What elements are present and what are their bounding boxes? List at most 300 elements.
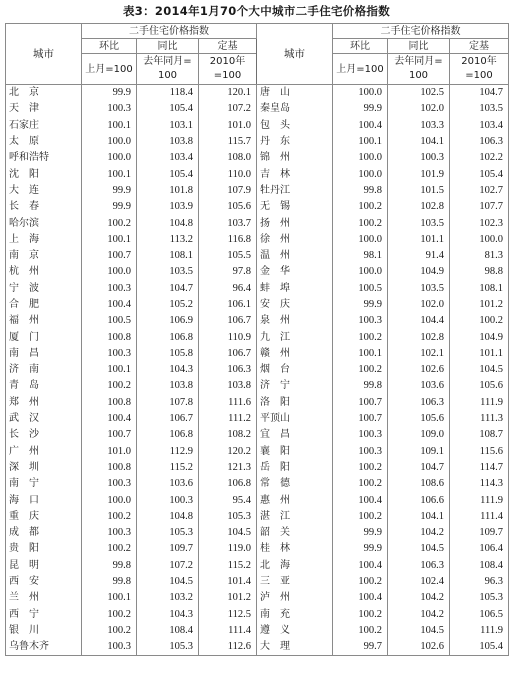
left-city-cell: 沈 阳 xyxy=(6,166,82,182)
left-base-cell: 110.0 xyxy=(199,166,257,182)
price-index-table xyxy=(5,23,509,656)
left-yoy-cell: 105.4 xyxy=(137,166,199,182)
right-mom-cell: 99.9 xyxy=(333,541,388,557)
left-base-cell: 120.2 xyxy=(199,444,257,460)
right-yoy-cell: 103.3 xyxy=(388,118,450,134)
right-base-cell: 102.3 xyxy=(450,215,509,231)
right-yoy-cell: 104.5 xyxy=(388,623,450,639)
left-base-cell: 106.1 xyxy=(199,297,257,313)
left-base-cell: 105.3 xyxy=(199,509,257,525)
right-city-cell: 岳 阳 xyxy=(257,460,333,476)
left-base-cell: 107.9 xyxy=(199,183,257,199)
right-yoy-cell: 102.6 xyxy=(388,639,450,656)
left-base-cell: 106.8 xyxy=(199,476,257,492)
right-mom-cell: 100.5 xyxy=(333,281,388,297)
base-sub-line1: 2010年 xyxy=(461,56,497,67)
right-mom-cell: 100.0 xyxy=(333,85,388,102)
base-sub-line2: =100 xyxy=(465,70,493,81)
left-mom-cell: 99.9 xyxy=(82,199,137,215)
right-yoy-cell: 102.5 xyxy=(388,85,450,102)
right-base-cell: 103.5 xyxy=(450,101,509,117)
left-yoy-cell: 105.2 xyxy=(137,297,199,313)
right-city-cell: 惠 州 xyxy=(257,492,333,508)
left-city-cell: 合 肥 xyxy=(6,297,82,313)
base-sub-left xyxy=(199,54,257,85)
left-city-cell: 长 沙 xyxy=(6,427,82,443)
left-base-cell: 120.1 xyxy=(199,85,257,102)
base-sub-right xyxy=(450,54,509,85)
left-yoy-cell: 112.9 xyxy=(137,444,199,460)
left-base-cell: 95.4 xyxy=(199,492,257,508)
right-city-cell: 赣 州 xyxy=(257,346,333,362)
yoy-header-right: 同比 xyxy=(388,39,450,54)
right-city-cell: 宜 昌 xyxy=(257,427,333,443)
right-city-cell: 北 海 xyxy=(257,558,333,574)
left-yoy-cell: 109.7 xyxy=(137,541,199,557)
right-base-cell: 102.7 xyxy=(450,183,509,199)
yoy-sub-line1: 去年同月= xyxy=(143,56,192,67)
left-base-cell: 111.6 xyxy=(199,395,257,411)
right-mom-cell: 100.0 xyxy=(333,264,388,280)
right-mom-cell: 100.2 xyxy=(333,199,388,215)
left-base-cell: 106.3 xyxy=(199,362,257,378)
left-mom-cell: 100.8 xyxy=(82,460,137,476)
right-base-cell: 106.4 xyxy=(450,541,509,557)
right-yoy-cell: 109.1 xyxy=(388,444,450,460)
left-base-cell: 119.0 xyxy=(199,541,257,557)
right-base-cell: 103.4 xyxy=(450,118,509,134)
mom-sub-left: 上月=100 xyxy=(82,54,137,85)
right-base-cell: 101.2 xyxy=(450,297,509,313)
right-base-cell: 104.5 xyxy=(450,362,509,378)
table-row xyxy=(6,215,509,231)
right-mom-cell: 99.9 xyxy=(333,101,388,117)
right-yoy-cell: 101.1 xyxy=(388,232,450,248)
right-mom-cell: 100.3 xyxy=(333,427,388,443)
left-mom-cell: 100.3 xyxy=(82,101,137,117)
right-mom-cell: 100.7 xyxy=(333,411,388,427)
group-header-left: 二手住宅价格指数 xyxy=(82,24,257,39)
right-yoy-cell: 102.8 xyxy=(388,329,450,345)
right-base-cell: 108.7 xyxy=(450,427,509,443)
right-yoy-cell: 102.6 xyxy=(388,362,450,378)
left-city-cell: 郑 州 xyxy=(6,395,82,411)
table-row xyxy=(6,264,509,280)
left-yoy-cell: 106.8 xyxy=(137,329,199,345)
right-base-cell: 114.7 xyxy=(450,460,509,476)
left-city-cell: 济 南 xyxy=(6,362,82,378)
left-mom-cell: 99.8 xyxy=(82,574,137,590)
right-mom-cell: 100.2 xyxy=(333,476,388,492)
right-mom-cell: 99.8 xyxy=(333,183,388,199)
left-mom-cell: 100.2 xyxy=(82,378,137,394)
right-city-cell: 锦 州 xyxy=(257,150,333,166)
right-yoy-cell: 104.1 xyxy=(388,509,450,525)
left-yoy-cell: 115.2 xyxy=(137,460,199,476)
left-mom-cell: 100.5 xyxy=(82,313,137,329)
left-yoy-cell: 100.3 xyxy=(137,492,199,508)
right-yoy-cell: 104.2 xyxy=(388,607,450,623)
right-city-cell: 吉 林 xyxy=(257,166,333,182)
left-base-cell: 115.7 xyxy=(199,134,257,150)
right-city-cell: 扬 州 xyxy=(257,215,333,231)
right-mom-cell: 100.4 xyxy=(333,118,388,134)
right-mom-cell: 99.9 xyxy=(333,525,388,541)
left-base-cell: 105.6 xyxy=(199,199,257,215)
right-city-cell: 牡丹江 xyxy=(257,183,333,199)
left-mom-cell: 100.1 xyxy=(82,118,137,134)
left-mom-cell: 100.8 xyxy=(82,329,137,345)
left-mom-cell: 100.3 xyxy=(82,525,137,541)
left-yoy-cell: 107.2 xyxy=(137,558,199,574)
right-base-cell: 111.9 xyxy=(450,492,509,508)
left-city-cell: 贵 阳 xyxy=(6,541,82,557)
right-base-cell: 100.0 xyxy=(450,232,509,248)
left-base-cell: 101.4 xyxy=(199,574,257,590)
left-yoy-cell: 105.4 xyxy=(137,101,199,117)
left-mom-cell: 100.0 xyxy=(82,492,137,508)
right-city-cell: 济 宁 xyxy=(257,378,333,394)
left-mom-cell: 100.3 xyxy=(82,639,137,656)
table-row xyxy=(6,362,509,378)
right-base-cell: 106.5 xyxy=(450,607,509,623)
table-row xyxy=(6,541,509,557)
table-row xyxy=(6,558,509,574)
right-yoy-cell: 104.5 xyxy=(388,541,450,557)
table-row xyxy=(6,166,509,182)
right-city-cell: 遵 义 xyxy=(257,623,333,639)
left-yoy-cell: 103.8 xyxy=(137,134,199,150)
left-yoy-cell: 113.2 xyxy=(137,232,199,248)
left-yoy-cell: 106.9 xyxy=(137,313,199,329)
left-mom-cell: 100.3 xyxy=(82,281,137,297)
table-row xyxy=(6,460,509,476)
left-city-cell: 上 海 xyxy=(6,232,82,248)
table-row xyxy=(6,85,509,102)
left-yoy-cell: 103.8 xyxy=(137,378,199,394)
table-row xyxy=(6,346,509,362)
yoy-sub-right xyxy=(388,54,450,85)
right-yoy-cell: 100.3 xyxy=(388,150,450,166)
table-header xyxy=(6,24,509,85)
right-mom-cell: 100.7 xyxy=(333,395,388,411)
left-city-cell: 大 连 xyxy=(6,183,82,199)
left-mom-cell: 99.9 xyxy=(82,183,137,199)
left-mom-cell: 100.1 xyxy=(82,590,137,606)
left-base-cell: 112.6 xyxy=(199,639,257,656)
right-city-cell: 南 充 xyxy=(257,607,333,623)
table-row xyxy=(6,623,509,639)
left-city-cell: 南 昌 xyxy=(6,346,82,362)
left-yoy-cell: 103.1 xyxy=(137,118,199,134)
left-yoy-cell: 105.3 xyxy=(137,639,199,656)
base-header-left: 定基 xyxy=(199,39,257,54)
table-row xyxy=(6,248,509,264)
table-row xyxy=(6,525,509,541)
right-mom-cell: 100.1 xyxy=(333,134,388,150)
left-mom-cell: 99.9 xyxy=(82,85,137,102)
yoy-sub-line2: 100 xyxy=(408,70,429,81)
left-mom-cell: 100.4 xyxy=(82,297,137,313)
right-mom-cell: 100.2 xyxy=(333,509,388,525)
right-yoy-cell: 104.2 xyxy=(388,525,450,541)
right-base-cell: 100.2 xyxy=(450,313,509,329)
right-base-cell: 105.6 xyxy=(450,378,509,394)
right-city-cell: 安 庆 xyxy=(257,297,333,313)
mom-header-left: 环比 xyxy=(82,39,137,54)
right-mom-cell: 100.0 xyxy=(333,150,388,166)
left-yoy-cell: 103.4 xyxy=(137,150,199,166)
right-mom-cell: 100.0 xyxy=(333,166,388,182)
left-city-cell: 太 原 xyxy=(6,134,82,150)
left-mom-cell: 100.0 xyxy=(82,134,137,150)
left-base-cell: 103.8 xyxy=(199,378,257,394)
right-mom-cell: 100.3 xyxy=(333,313,388,329)
left-mom-cell: 100.7 xyxy=(82,248,137,264)
left-city-cell: 武 汉 xyxy=(6,411,82,427)
right-yoy-cell: 102.0 xyxy=(388,101,450,117)
left-base-cell: 111.4 xyxy=(199,623,257,639)
mom-header-right: 环比 xyxy=(333,39,388,54)
right-mom-cell: 100.0 xyxy=(333,232,388,248)
table-row xyxy=(6,118,509,134)
right-base-cell: 108.1 xyxy=(450,281,509,297)
right-yoy-cell: 106.6 xyxy=(388,492,450,508)
right-yoy-cell: 106.3 xyxy=(388,558,450,574)
right-mom-cell: 100.3 xyxy=(333,444,388,460)
left-mom-cell: 100.1 xyxy=(82,362,137,378)
left-base-cell: 101.0 xyxy=(199,118,257,134)
group-header-right: 二手住宅价格指数 xyxy=(333,24,509,39)
right-base-cell: 105.3 xyxy=(450,590,509,606)
left-mom-cell: 100.8 xyxy=(82,395,137,411)
table-row xyxy=(6,607,509,623)
table-row xyxy=(6,574,509,590)
right-yoy-cell: 102.8 xyxy=(388,199,450,215)
right-yoy-cell: 101.5 xyxy=(388,183,450,199)
city-header-left: 城市 xyxy=(6,24,82,85)
table-row xyxy=(6,313,509,329)
right-yoy-cell: 108.6 xyxy=(388,476,450,492)
right-base-cell: 105.4 xyxy=(450,166,509,182)
right-yoy-cell: 91.4 xyxy=(388,248,450,264)
right-mom-cell: 99.9 xyxy=(333,297,388,313)
left-mom-cell: 100.2 xyxy=(82,607,137,623)
table-row xyxy=(6,639,509,656)
left-city-cell: 深 圳 xyxy=(6,460,82,476)
left-city-cell: 重 庆 xyxy=(6,509,82,525)
left-city-cell: 石家庄 xyxy=(6,118,82,134)
right-city-cell: 丹 东 xyxy=(257,134,333,150)
right-yoy-cell: 102.0 xyxy=(388,297,450,313)
right-base-cell: 114.3 xyxy=(450,476,509,492)
right-base-cell: 111.9 xyxy=(450,395,509,411)
left-yoy-cell: 101.8 xyxy=(137,183,199,199)
right-yoy-cell: 109.0 xyxy=(388,427,450,443)
right-city-cell: 襄 阳 xyxy=(257,444,333,460)
right-yoy-cell: 103.5 xyxy=(388,281,450,297)
yoy-sub-left xyxy=(137,54,199,85)
left-city-cell: 宁 波 xyxy=(6,281,82,297)
left-yoy-cell: 104.8 xyxy=(137,509,199,525)
table-row xyxy=(6,395,509,411)
left-base-cell: 96.4 xyxy=(199,281,257,297)
right-city-cell: 无 锡 xyxy=(257,199,333,215)
right-mom-cell: 100.1 xyxy=(333,346,388,362)
right-mom-cell: 99.7 xyxy=(333,639,388,656)
left-mom-cell: 100.3 xyxy=(82,346,137,362)
right-mom-cell: 98.1 xyxy=(333,248,388,264)
left-city-cell: 昆 明 xyxy=(6,558,82,574)
yoy-header-left: 同比 xyxy=(137,39,199,54)
right-city-cell: 平顶山 xyxy=(257,411,333,427)
right-mom-cell: 100.2 xyxy=(333,362,388,378)
left-base-cell: 97.8 xyxy=(199,264,257,280)
right-city-cell: 泉 州 xyxy=(257,313,333,329)
right-base-cell: 108.4 xyxy=(450,558,509,574)
right-mom-cell: 99.8 xyxy=(333,378,388,394)
left-city-cell: 兰 州 xyxy=(6,590,82,606)
left-mom-cell: 100.2 xyxy=(82,215,137,231)
right-city-cell: 九 江 xyxy=(257,329,333,345)
right-yoy-cell: 104.1 xyxy=(388,134,450,150)
right-mom-cell: 100.4 xyxy=(333,492,388,508)
base-sub-line1: 2010年 xyxy=(209,56,246,67)
right-yoy-cell: 104.2 xyxy=(388,590,450,606)
left-yoy-cell: 118.4 xyxy=(137,85,199,102)
left-yoy-cell: 103.9 xyxy=(137,199,199,215)
right-yoy-cell: 103.6 xyxy=(388,378,450,394)
left-yoy-cell: 104.8 xyxy=(137,215,199,231)
left-city-cell: 海 口 xyxy=(6,492,82,508)
left-yoy-cell: 103.2 xyxy=(137,590,199,606)
left-city-cell: 成 都 xyxy=(6,525,82,541)
right-base-cell: 115.6 xyxy=(450,444,509,460)
table-row xyxy=(6,101,509,117)
right-mom-cell: 100.4 xyxy=(333,590,388,606)
right-yoy-cell: 103.5 xyxy=(388,215,450,231)
left-mom-cell: 100.2 xyxy=(82,541,137,557)
left-yoy-cell: 107.8 xyxy=(137,395,199,411)
table-row xyxy=(6,183,509,199)
right-mom-cell: 100.2 xyxy=(333,574,388,590)
right-base-cell: 105.4 xyxy=(450,639,509,656)
left-mom-cell: 101.0 xyxy=(82,444,137,460)
left-base-cell: 112.5 xyxy=(199,607,257,623)
table-row xyxy=(6,492,509,508)
right-yoy-cell: 102.1 xyxy=(388,346,450,362)
table-row xyxy=(6,476,509,492)
left-yoy-cell: 108.1 xyxy=(137,248,199,264)
left-base-cell: 106.7 xyxy=(199,346,257,362)
left-city-cell: 青 岛 xyxy=(6,378,82,394)
city-header-right: 城市 xyxy=(257,24,333,85)
table-row xyxy=(6,199,509,215)
table-row xyxy=(6,134,509,150)
table-row xyxy=(6,232,509,248)
right-base-cell: 104.9 xyxy=(450,329,509,345)
left-mom-cell: 100.2 xyxy=(82,623,137,639)
left-city-cell: 银 川 xyxy=(6,623,82,639)
right-base-cell: 109.7 xyxy=(450,525,509,541)
right-city-cell: 包 头 xyxy=(257,118,333,134)
left-base-cell: 121.3 xyxy=(199,460,257,476)
right-mom-cell: 100.2 xyxy=(333,215,388,231)
base-sub-line2: =100 xyxy=(213,70,242,81)
left-base-cell: 106.7 xyxy=(199,313,257,329)
right-city-cell: 烟 台 xyxy=(257,362,333,378)
table-row xyxy=(6,427,509,443)
left-yoy-cell: 104.3 xyxy=(137,362,199,378)
yoy-sub-line1: 去年同月= xyxy=(394,56,443,67)
table-row xyxy=(6,297,509,313)
left-yoy-cell: 106.8 xyxy=(137,427,199,443)
left-city-cell: 广 州 xyxy=(6,444,82,460)
table-row xyxy=(6,444,509,460)
right-base-cell: 106.3 xyxy=(450,134,509,150)
right-city-cell: 湛 江 xyxy=(257,509,333,525)
right-mom-cell: 100.2 xyxy=(333,329,388,345)
right-base-cell: 98.8 xyxy=(450,264,509,280)
table-row xyxy=(6,411,509,427)
left-base-cell: 107.2 xyxy=(199,101,257,117)
right-yoy-cell: 105.6 xyxy=(388,411,450,427)
right-base-cell: 107.7 xyxy=(450,199,509,215)
right-yoy-cell: 104.7 xyxy=(388,460,450,476)
left-yoy-cell: 104.3 xyxy=(137,607,199,623)
left-mom-cell: 100.1 xyxy=(82,166,137,182)
right-city-cell: 秦皇岛 xyxy=(257,101,333,117)
left-city-cell: 乌鲁木齐 xyxy=(6,639,82,656)
right-city-cell: 韶 关 xyxy=(257,525,333,541)
table-row xyxy=(6,150,509,166)
right-base-cell: 111.4 xyxy=(450,509,509,525)
right-city-cell: 蚌 埠 xyxy=(257,281,333,297)
left-base-cell: 111.2 xyxy=(199,411,257,427)
left-base-cell: 105.5 xyxy=(199,248,257,264)
left-base-cell: 108.2 xyxy=(199,427,257,443)
left-yoy-cell: 104.7 xyxy=(137,281,199,297)
right-base-cell: 96.3 xyxy=(450,574,509,590)
right-city-cell: 温 州 xyxy=(257,248,333,264)
right-city-cell: 唐 山 xyxy=(257,85,333,102)
left-mom-cell: 100.0 xyxy=(82,150,137,166)
left-city-cell: 天 津 xyxy=(6,101,82,117)
left-base-cell: 110.9 xyxy=(199,329,257,345)
right-yoy-cell: 104.9 xyxy=(388,264,450,280)
left-mom-cell: 99.8 xyxy=(82,558,137,574)
right-city-cell: 桂 林 xyxy=(257,541,333,557)
right-base-cell: 111.3 xyxy=(450,411,509,427)
left-yoy-cell: 105.3 xyxy=(137,525,199,541)
left-city-cell: 呼和浩特 xyxy=(6,150,82,166)
left-yoy-cell: 103.6 xyxy=(137,476,199,492)
left-yoy-cell: 108.4 xyxy=(137,623,199,639)
right-base-cell: 102.2 xyxy=(450,150,509,166)
right-mom-cell: 100.4 xyxy=(333,558,388,574)
left-base-cell: 104.5 xyxy=(199,525,257,541)
left-yoy-cell: 105.8 xyxy=(137,346,199,362)
right-city-cell: 三 亚 xyxy=(257,574,333,590)
mom-sub-right: 上月=100 xyxy=(333,54,388,85)
left-mom-cell: 100.1 xyxy=(82,232,137,248)
left-yoy-cell: 106.7 xyxy=(137,411,199,427)
right-base-cell: 104.7 xyxy=(450,85,509,102)
left-yoy-cell: 103.5 xyxy=(137,264,199,280)
right-base-cell: 81.3 xyxy=(450,248,509,264)
table-row xyxy=(6,509,509,525)
left-city-cell: 长 春 xyxy=(6,199,82,215)
